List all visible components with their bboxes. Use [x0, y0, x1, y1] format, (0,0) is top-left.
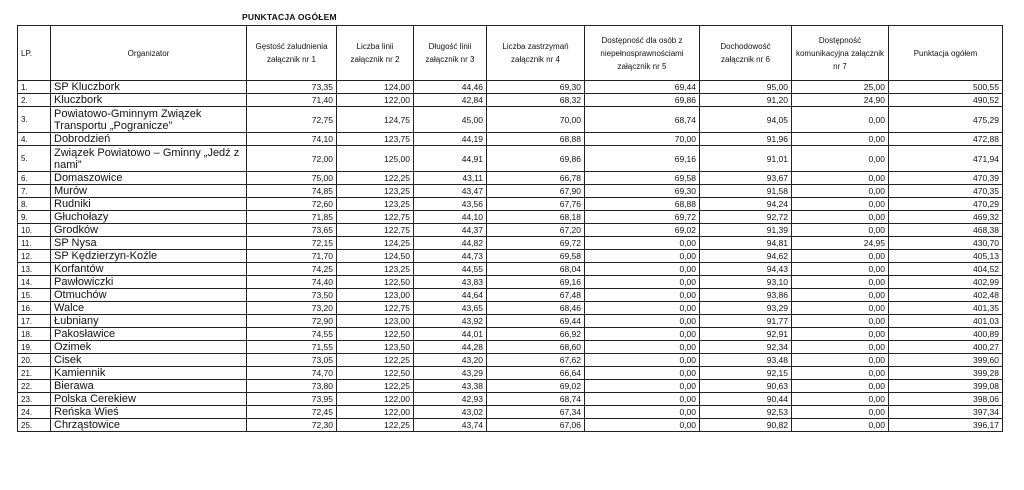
profitability-cell: 93,10 — [700, 276, 792, 289]
total-score-cell: 404,52 — [889, 263, 1003, 276]
organizer-cell: Głuchołazy — [51, 211, 247, 224]
table-row — [18, 172, 1003, 185]
table-row — [18, 315, 1003, 328]
stops-cell: 67,34 — [487, 406, 585, 419]
organizer-cell: Walce — [51, 302, 247, 315]
lines-length-cell: 43,20 — [414, 354, 487, 367]
profitability-cell: 92,15 — [700, 367, 792, 380]
table-row — [18, 107, 1003, 133]
accessibility-cell: 0,00 — [585, 419, 700, 432]
density-cell: 71,70 — [247, 250, 337, 263]
accessibility-cell: 0,00 — [585, 354, 700, 367]
transport-access-cell: 0,00 — [792, 315, 889, 328]
organizer-cell: Korfantów — [51, 263, 247, 276]
stops-cell: 68,74 — [487, 393, 585, 406]
lines-count-cell: 123,00 — [337, 289, 414, 302]
total-score-cell: 400,27 — [889, 341, 1003, 354]
density-cell: 74,55 — [247, 328, 337, 341]
accessibility-cell: 0,00 — [585, 237, 700, 250]
lines-count-cell: 125,00 — [337, 146, 414, 172]
table-row — [18, 393, 1003, 406]
lines-length-cell: 44,91 — [414, 146, 487, 172]
lines-count-cell: 124,25 — [337, 237, 414, 250]
table-row — [18, 94, 1003, 107]
stops-cell: 68,88 — [487, 133, 585, 146]
lines-count-cell: 122,50 — [337, 367, 414, 380]
table-row — [18, 289, 1003, 302]
profitability-cell: 90,82 — [700, 419, 792, 432]
total-score-cell: 398,06 — [889, 393, 1003, 406]
lines-count-cell: 122,00 — [337, 406, 414, 419]
lines-length-cell: 43,38 — [414, 380, 487, 393]
score-table — [17, 25, 1003, 432]
header-col-dlugosc-linii: Długość linii załącznik nr 3 — [414, 26, 487, 81]
lines-length-cell: 44,55 — [414, 263, 487, 276]
lines-length-cell: 44,10 — [414, 211, 487, 224]
lines-count-cell: 122,00 — [337, 393, 414, 406]
density-cell: 72,15 — [247, 237, 337, 250]
lines-length-cell: 43,83 — [414, 276, 487, 289]
stops-cell: 68,46 — [487, 302, 585, 315]
organizer-cell: Murów — [51, 185, 247, 198]
lines-length-cell: 43,29 — [414, 367, 487, 380]
lines-count-cell: 123,75 — [337, 133, 414, 146]
transport-access-cell: 0,00 — [792, 354, 889, 367]
transport-access-cell: 0,00 — [792, 380, 889, 393]
transport-access-cell: 0,00 — [792, 185, 889, 198]
stops-cell: 68,04 — [487, 263, 585, 276]
transport-access-cell: 0,00 — [792, 367, 889, 380]
stops-cell: 68,60 — [487, 341, 585, 354]
density-cell: 74,25 — [247, 263, 337, 276]
lines-length-cell: 45,00 — [414, 107, 487, 133]
transport-access-cell: 0,00 — [792, 107, 889, 133]
lines-count-cell: 122,25 — [337, 354, 414, 367]
stops-cell: 67,76 — [487, 198, 585, 211]
total-score-cell: 405,13 — [889, 250, 1003, 263]
profitability-cell: 93,86 — [700, 289, 792, 302]
transport-access-cell: 0,00 — [792, 276, 889, 289]
accessibility-cell: 69,16 — [585, 146, 700, 172]
lines-count-cell: 122,00 — [337, 94, 414, 107]
table-title: PUNKTACJA OGÓŁEM — [242, 12, 337, 22]
organizer-cell: Powiatowo-Gminnym Związek Transportu „Pogranicze” — [51, 107, 247, 133]
lines-length-cell: 42,84 — [414, 94, 487, 107]
organizer-cell: Ozimek — [51, 341, 247, 354]
total-score-cell: 500,55 — [889, 81, 1003, 94]
total-score-cell: 401,03 — [889, 315, 1003, 328]
profitability-cell: 90,63 — [700, 380, 792, 393]
table-row — [18, 185, 1003, 198]
stops-cell: 69,30 — [487, 81, 585, 94]
table-row — [18, 367, 1003, 380]
table-row — [18, 81, 1003, 94]
organizer-cell: Pakosławice — [51, 328, 247, 341]
lp-cell: 2. — [18, 94, 51, 107]
total-score-cell: 430,70 — [889, 237, 1003, 250]
lines-count-cell: 122,75 — [337, 224, 414, 237]
density-cell: 72,45 — [247, 406, 337, 419]
accessibility-cell: 0,00 — [585, 289, 700, 302]
profitability-cell: 94,05 — [700, 107, 792, 133]
density-cell: 74,10 — [247, 133, 337, 146]
lp-cell: 13. — [18, 263, 51, 276]
table-row — [18, 198, 1003, 211]
density-cell: 75,00 — [247, 172, 337, 185]
lines-length-cell: 43,11 — [414, 172, 487, 185]
lp-cell: 12. — [18, 250, 51, 263]
lp-cell: 1. — [18, 81, 51, 94]
density-cell: 73,50 — [247, 289, 337, 302]
transport-access-cell: 0,00 — [792, 289, 889, 302]
lp-cell: 7. — [18, 185, 51, 198]
lines-length-cell: 43,02 — [414, 406, 487, 419]
accessibility-cell: 69,30 — [585, 185, 700, 198]
profitability-cell: 92,53 — [700, 406, 792, 419]
header-col-dochodowosc: Dochodowość załącznik nr 6 — [700, 26, 792, 81]
stops-cell: 67,06 — [487, 419, 585, 432]
stops-cell: 69,72 — [487, 237, 585, 250]
accessibility-cell: 0,00 — [585, 302, 700, 315]
lp-cell: 15. — [18, 289, 51, 302]
lines-length-cell: 43,92 — [414, 315, 487, 328]
lp-cell: 17. — [18, 315, 51, 328]
lines-count-cell: 123,25 — [337, 198, 414, 211]
lp-cell: 21. — [18, 367, 51, 380]
lines-length-cell: 43,47 — [414, 185, 487, 198]
lines-length-cell: 43,65 — [414, 302, 487, 315]
density-cell: 72,30 — [247, 419, 337, 432]
lines-length-cell: 44,28 — [414, 341, 487, 354]
accessibility-cell: 69,44 — [585, 81, 700, 94]
organizer-cell: Domaszowice — [51, 172, 247, 185]
organizer-cell: SP Nysa — [51, 237, 247, 250]
lines-count-cell: 123,50 — [337, 341, 414, 354]
profitability-cell: 91,01 — [700, 146, 792, 172]
density-cell: 72,00 — [247, 146, 337, 172]
organizer-cell: Związek Powiatowo – Gminny „Jedź z nami” — [51, 146, 247, 172]
total-score-cell: 472,88 — [889, 133, 1003, 146]
table-row — [18, 419, 1003, 432]
organizer-cell: Dobrodzień — [51, 133, 247, 146]
transport-access-cell: 0,00 — [792, 250, 889, 263]
table-row — [18, 211, 1003, 224]
header-col-lp: LP. — [18, 26, 51, 81]
accessibility-cell: 70,00 — [585, 133, 700, 146]
profitability-cell: 93,67 — [700, 172, 792, 185]
table-row — [18, 302, 1003, 315]
stops-cell: 67,62 — [487, 354, 585, 367]
stops-cell: 69,58 — [487, 250, 585, 263]
organizer-cell: Polska Cerekiew — [51, 393, 247, 406]
transport-access-cell: 0,00 — [792, 406, 889, 419]
lp-cell: 6. — [18, 172, 51, 185]
total-score-cell: 400,89 — [889, 328, 1003, 341]
density-cell: 71,40 — [247, 94, 337, 107]
organizer-cell: Kamiennik — [51, 367, 247, 380]
header-col-liczba-zatrzyman: Liczba zastrzymań załącznik nr 4 — [487, 26, 585, 81]
total-score-cell: 470,29 — [889, 198, 1003, 211]
lines-count-cell: 124,50 — [337, 250, 414, 263]
density-cell: 73,95 — [247, 393, 337, 406]
total-score-cell: 397,34 — [889, 406, 1003, 419]
header-col-dostepnosc-komunikacyjna: Dostępność komunikacyjna załącznik nr 7 — [792, 26, 889, 81]
lines-count-cell: 123,00 — [337, 315, 414, 328]
lp-cell: 24. — [18, 406, 51, 419]
lp-cell: 25. — [18, 419, 51, 432]
table-body — [18, 81, 1003, 432]
density-cell: 74,40 — [247, 276, 337, 289]
lines-count-cell: 122,75 — [337, 211, 414, 224]
lp-cell: 8. — [18, 198, 51, 211]
lp-cell: 5. — [18, 146, 51, 172]
organizer-cell: Otmuchów — [51, 289, 247, 302]
lp-cell: 16. — [18, 302, 51, 315]
total-score-cell: 399,60 — [889, 354, 1003, 367]
density-cell: 74,70 — [247, 367, 337, 380]
stops-cell: 66,78 — [487, 172, 585, 185]
transport-access-cell: 0,00 — [792, 146, 889, 172]
profitability-cell: 91,96 — [700, 133, 792, 146]
total-score-cell: 470,39 — [889, 172, 1003, 185]
lines-length-cell: 44,37 — [414, 224, 487, 237]
table-row — [18, 380, 1003, 393]
density-cell: 73,35 — [247, 81, 337, 94]
table-row — [18, 341, 1003, 354]
organizer-cell: Pawłowiczki — [51, 276, 247, 289]
stops-cell: 67,20 — [487, 224, 585, 237]
profitability-cell: 94,81 — [700, 237, 792, 250]
organizer-cell: Rudniki — [51, 198, 247, 211]
stops-cell: 70,00 — [487, 107, 585, 133]
lp-cell: 23. — [18, 393, 51, 406]
total-score-cell: 399,08 — [889, 380, 1003, 393]
accessibility-cell: 69,72 — [585, 211, 700, 224]
organizer-cell: Grodków — [51, 224, 247, 237]
lp-cell: 19. — [18, 341, 51, 354]
organizer-cell: Bierawa — [51, 380, 247, 393]
table-row — [18, 146, 1003, 172]
total-score-cell: 396,17 — [889, 419, 1003, 432]
transport-access-cell: 0,00 — [792, 302, 889, 315]
lines-length-cell: 44,01 — [414, 328, 487, 341]
transport-access-cell: 0,00 — [792, 341, 889, 354]
accessibility-cell: 0,00 — [585, 341, 700, 354]
lp-cell: 11. — [18, 237, 51, 250]
profitability-cell: 92,34 — [700, 341, 792, 354]
total-score-cell: 468,38 — [889, 224, 1003, 237]
header-col-organizator: Organizator — [51, 26, 247, 81]
profitability-cell: 92,72 — [700, 211, 792, 224]
header-row — [18, 26, 1003, 81]
transport-access-cell: 0,00 — [792, 328, 889, 341]
transport-access-cell: 24,95 — [792, 237, 889, 250]
lines-count-cell: 123,25 — [337, 185, 414, 198]
lines-count-cell: 124,75 — [337, 107, 414, 133]
accessibility-cell: 68,88 — [585, 198, 700, 211]
transport-access-cell: 0,00 — [792, 198, 889, 211]
lp-cell: 10. — [18, 224, 51, 237]
organizer-cell: SP Kluczbork — [51, 81, 247, 94]
total-score-cell: 399,28 — [889, 367, 1003, 380]
lines-count-cell: 122,25 — [337, 380, 414, 393]
header-col-punktacja: Punktacja ogółem — [889, 26, 1003, 81]
lp-cell: 4. — [18, 133, 51, 146]
total-score-cell: 475,29 — [889, 107, 1003, 133]
stops-cell: 66,64 — [487, 367, 585, 380]
accessibility-cell: 69,02 — [585, 224, 700, 237]
total-score-cell: 469,32 — [889, 211, 1003, 224]
accessibility-cell: 0,00 — [585, 263, 700, 276]
accessibility-cell: 0,00 — [585, 250, 700, 263]
accessibility-cell: 0,00 — [585, 380, 700, 393]
table-row — [18, 237, 1003, 250]
table-row — [18, 328, 1003, 341]
total-score-cell: 470,35 — [889, 185, 1003, 198]
transport-access-cell: 25,00 — [792, 81, 889, 94]
header-col-dostepnosc-niepelnosprawni: Dostępność dla osób z niepełnosprawnościami załącznik nr 5 — [585, 26, 700, 81]
density-cell: 73,80 — [247, 380, 337, 393]
density-cell: 72,60 — [247, 198, 337, 211]
density-cell: 73,05 — [247, 354, 337, 367]
density-cell: 72,75 — [247, 107, 337, 133]
total-score-cell: 401,35 — [889, 302, 1003, 315]
table-row — [18, 250, 1003, 263]
transport-access-cell: 0,00 — [792, 133, 889, 146]
lines-count-cell: 122,50 — [337, 276, 414, 289]
profitability-cell: 91,20 — [700, 94, 792, 107]
accessibility-cell: 0,00 — [585, 367, 700, 380]
stops-cell: 67,48 — [487, 289, 585, 302]
lines-count-cell: 122,50 — [337, 328, 414, 341]
lines-length-cell: 44,73 — [414, 250, 487, 263]
lines-count-cell: 122,25 — [337, 419, 414, 432]
header-col-liczba-linii: Liczba linii załącznik nr 2 — [337, 26, 414, 81]
density-cell: 73,20 — [247, 302, 337, 315]
lp-cell: 20. — [18, 354, 51, 367]
profitability-cell: 94,24 — [700, 198, 792, 211]
lines-count-cell: 122,75 — [337, 302, 414, 315]
accessibility-cell: 0,00 — [585, 276, 700, 289]
table-row — [18, 354, 1003, 367]
organizer-cell: SP Kędzierzyn-Koźle — [51, 250, 247, 263]
accessibility-cell: 69,58 — [585, 172, 700, 185]
profitability-cell: 90,44 — [700, 393, 792, 406]
accessibility-cell: 69,86 — [585, 94, 700, 107]
organizer-cell: Cisek — [51, 354, 247, 367]
total-score-cell: 471,94 — [889, 146, 1003, 172]
profitability-cell: 93,29 — [700, 302, 792, 315]
accessibility-cell: 0,00 — [585, 406, 700, 419]
profitability-cell: 94,43 — [700, 263, 792, 276]
stops-cell: 66,92 — [487, 328, 585, 341]
profitability-cell: 91,77 — [700, 315, 792, 328]
header-col-gestosc: Gęstość zaludnienia załącznik nr 1 — [247, 26, 337, 81]
table-row — [18, 133, 1003, 146]
stops-cell: 68,32 — [487, 94, 585, 107]
profitability-cell: 93,48 — [700, 354, 792, 367]
organizer-cell: Kluczbork — [51, 94, 247, 107]
density-cell: 71,55 — [247, 341, 337, 354]
transport-access-cell: 0,00 — [792, 263, 889, 276]
organizer-cell: Łubniany — [51, 315, 247, 328]
total-score-cell: 402,48 — [889, 289, 1003, 302]
density-cell: 73,65 — [247, 224, 337, 237]
lines-length-cell: 44,19 — [414, 133, 487, 146]
lp-cell: 9. — [18, 211, 51, 224]
accessibility-cell: 0,00 — [585, 315, 700, 328]
table-row — [18, 276, 1003, 289]
total-score-cell: 402,99 — [889, 276, 1003, 289]
transport-access-cell: 0,00 — [792, 393, 889, 406]
organizer-cell: Reńska Wieś — [51, 406, 247, 419]
lp-cell: 3. — [18, 107, 51, 133]
stops-cell: 69,86 — [487, 146, 585, 172]
lines-count-cell: 123,25 — [337, 263, 414, 276]
density-cell: 72,90 — [247, 315, 337, 328]
lines-count-cell: 124,00 — [337, 81, 414, 94]
stops-cell: 69,16 — [487, 276, 585, 289]
profitability-cell: 94,62 — [700, 250, 792, 263]
profitability-cell: 92,91 — [700, 328, 792, 341]
profitability-cell: 91,39 — [700, 224, 792, 237]
transport-access-cell: 0,00 — [792, 224, 889, 237]
transport-access-cell: 24,90 — [792, 94, 889, 107]
accessibility-cell: 0,00 — [585, 393, 700, 406]
accessibility-cell: 68,74 — [585, 107, 700, 133]
stops-cell: 68,18 — [487, 211, 585, 224]
lines-length-cell: 43,56 — [414, 198, 487, 211]
lines-length-cell: 43,74 — [414, 419, 487, 432]
total-score-cell: 490,52 — [889, 94, 1003, 107]
transport-access-cell: 0,00 — [792, 172, 889, 185]
lines-length-cell: 44,46 — [414, 81, 487, 94]
table-row — [18, 263, 1003, 276]
organizer-cell: Chrząstowice — [51, 419, 247, 432]
profitability-cell: 95,00 — [700, 81, 792, 94]
lp-cell: 22. — [18, 380, 51, 393]
lp-cell: 14. — [18, 276, 51, 289]
lp-cell: 18. — [18, 328, 51, 341]
accessibility-cell: 0,00 — [585, 328, 700, 341]
table-row — [18, 406, 1003, 419]
table-row — [18, 224, 1003, 237]
density-cell: 74,85 — [247, 185, 337, 198]
stops-cell: 67,90 — [487, 185, 585, 198]
stops-cell: 69,02 — [487, 380, 585, 393]
transport-access-cell: 0,00 — [792, 419, 889, 432]
profitability-cell: 91,58 — [700, 185, 792, 198]
density-cell: 71,85 — [247, 211, 337, 224]
stops-cell: 69,44 — [487, 315, 585, 328]
lines-length-cell: 44,82 — [414, 237, 487, 250]
lines-length-cell: 42,93 — [414, 393, 487, 406]
transport-access-cell: 0,00 — [792, 211, 889, 224]
table-header — [18, 26, 1003, 81]
lines-length-cell: 44,64 — [414, 289, 487, 302]
lines-count-cell: 122,25 — [337, 172, 414, 185]
